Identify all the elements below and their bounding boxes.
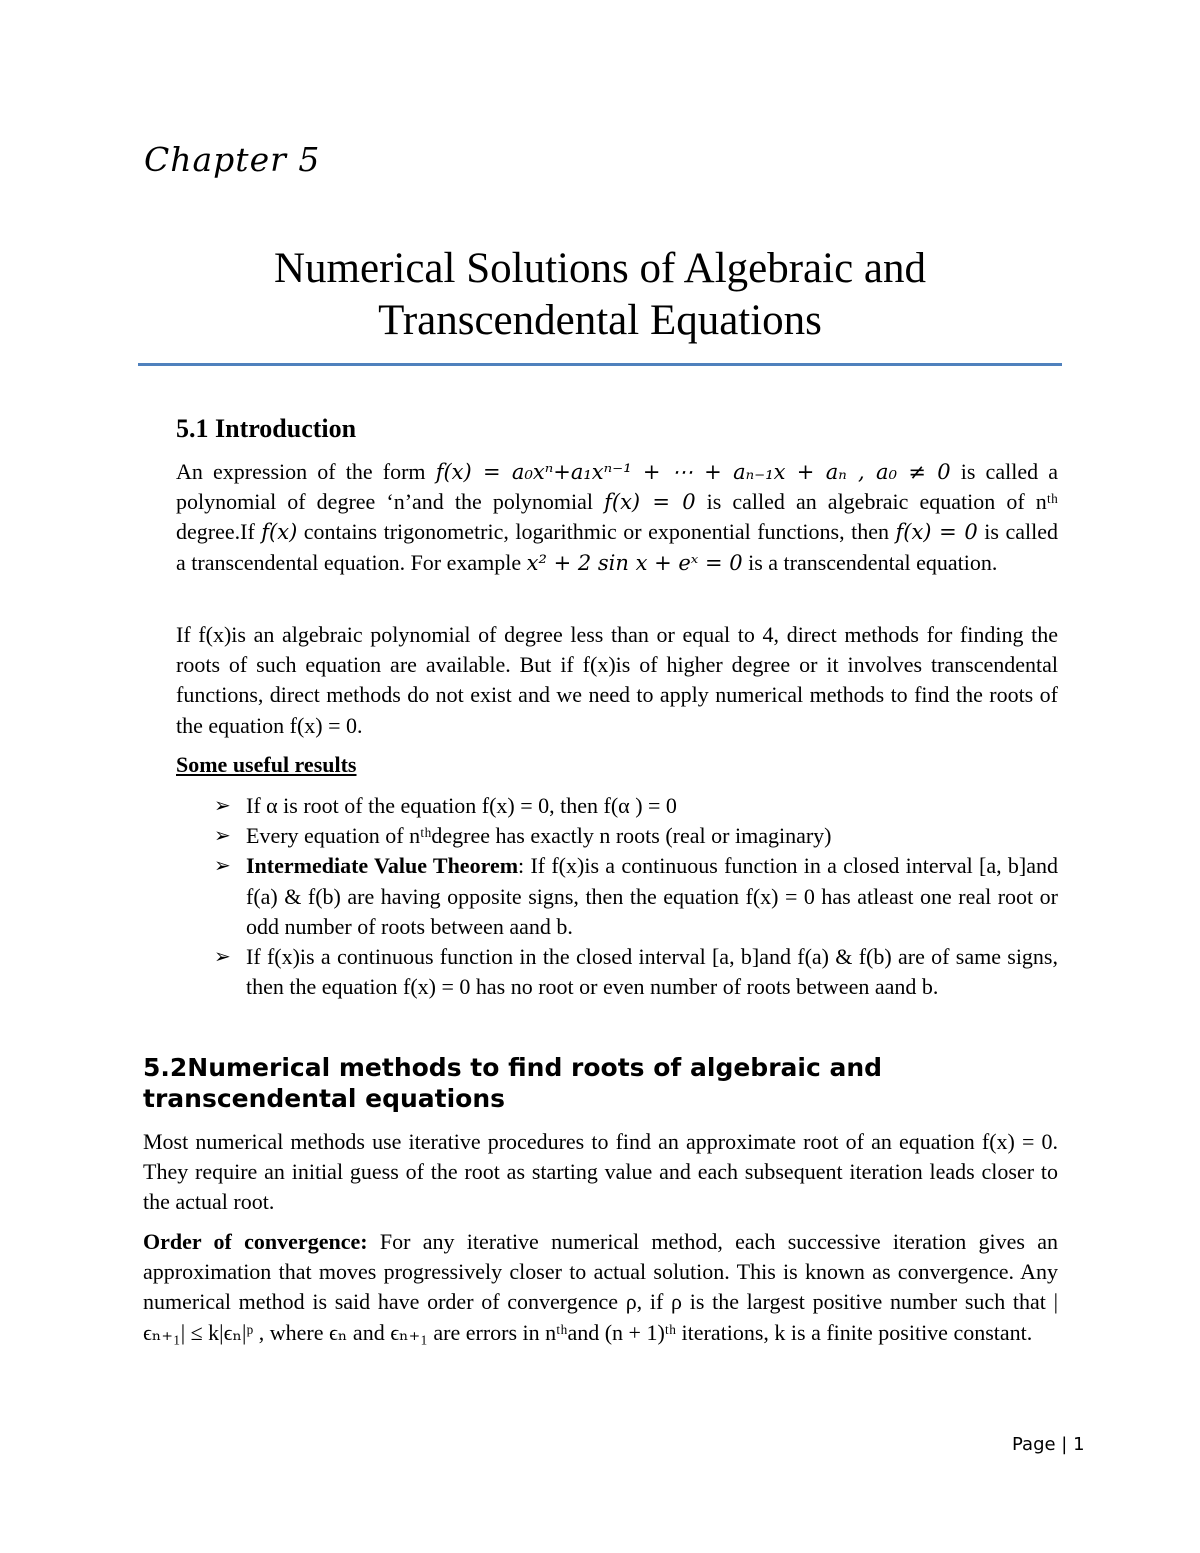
title-divider (138, 363, 1062, 366)
ivt-text: If f(x)is a continuous function in a closed interval [a, b]and f(a) & f(b) are having opposite signs, then the equation f(x) = 0 has atleast one real root or odd number of roots between aand b. (246, 853, 1059, 939)
page-number: Page | 1 (1012, 1434, 1085, 1455)
list-item: ➢ If f(x)is a continuous function in the closed interval [a, b]and f(a) & f(b) are of same signs, then the equation f(x) = 0 has no root or even number of roots between aand b. (214, 944, 1058, 1000)
intro-p1-expr4: f(x) = 0 (895, 520, 978, 545)
intro-p1-expr3: f(x) (261, 520, 298, 545)
title-line-1: Numerical Solutions of Algebraic and (273, 245, 926, 292)
intro-p1-expr5: x² + 2 sin x + eˣ = 0 (526, 550, 743, 575)
useful-results-heading: Some useful results (176, 752, 357, 777)
arrow-bullet-icon: ➢ (214, 946, 231, 969)
ivt-label: Intermediate Value Theorem (246, 853, 519, 879)
section-2-heading: 5.2Numerical methods to find roots of algebraic and transcendental equations (143, 1053, 883, 1113)
intro-p1-expr2: f(x) = 0 (604, 490, 696, 515)
intro-p1-c: is called an algebraic equation of nᵗʰ degree.If (176, 489, 1058, 545)
list-item: ➢ Every equation of nᵗʰdegree has exactly n roots (real or imaginary) (176, 821, 1058, 851)
list-item: ➢ If α is root of the equation f(x) = 0, then f(α ) = 0 (176, 791, 1058, 821)
intro-paragraph-2: If f(x)is an algebraic polynomial of degree less than or equal to 4, direct methods for finding the roots of such equation are available. But if f(x)is of higher degree or it involves transcendental functions, direct methods do not exist and we need to apply numerical methods to find the roots of the equation f(x) = 0. (176, 622, 1058, 738)
page-title (140, 243, 1060, 347)
title-line-2: Transcendental Equations (378, 297, 822, 344)
arrow-bullet-icon: ➢ (214, 855, 231, 878)
useful-results-list (176, 791, 1058, 1002)
intro-p1-f: is a transcendental equation. (742, 549, 998, 575)
intro-p1-expr: f(x) = a₀xⁿ+a₁xⁿ⁻¹ + ⋯ + aₙ₋₁x + aₙ , a₀ ≠ 0 (435, 460, 951, 484)
order-label: Order of convergence: (143, 1229, 368, 1254)
arrow-bullet-icon: ➢ (214, 795, 231, 817)
section-1-heading: 5.1 Introduction (176, 414, 357, 443)
arrow-bullet-icon: ➢ (214, 825, 231, 848)
intro-p1-e: is called a transcendental equation. For example (176, 519, 1058, 575)
order-text: For any iterative numerical method, each successive iteration gives an approximation that moves progressively closer to actual solution. This is known as convergence. Any numerical method is said have order of convergence ρ, if ρ is the largest positive number such that |ϵₙ₊₁| ≤ k|ϵₙ|ᵖ , where ϵₙ and ϵₙ₊₁ are errors in nᵗʰand (n + 1)ᵗʰ iterations, k is a finite positive constant. (143, 1229, 1059, 1345)
list-item: ➢ Intermediate Value Theorem: If f(x)is a continuous function in a closed interval [a, b]and f(a) & f(b) are having opposite signs, then the equation f(x) = 0 has atleast one real root or odd number of roots between aand b. (214, 853, 1059, 939)
intro-p1-d: contains trigonometric, logarithmic or exponential functions, then (297, 519, 896, 545)
section-2-paragraph-1: Most numerical methods use iterative procedures to find an approximate root of an equation f(x) = 0. They require an initial guess of the root as starting value and each subsequent iteration leads closer to the actual root. (143, 1129, 1058, 1215)
order-of-convergence-paragraph (143, 1227, 1058, 1348)
chapter-label: Chapter 5 (144, 140, 321, 179)
intro-p1-b: is called a polynomial of degree ‘n’and the polynomial (176, 459, 1058, 515)
intro-paragraph-1 (176, 457, 1058, 578)
intro-p1-a: An expression of the form (176, 459, 436, 484)
